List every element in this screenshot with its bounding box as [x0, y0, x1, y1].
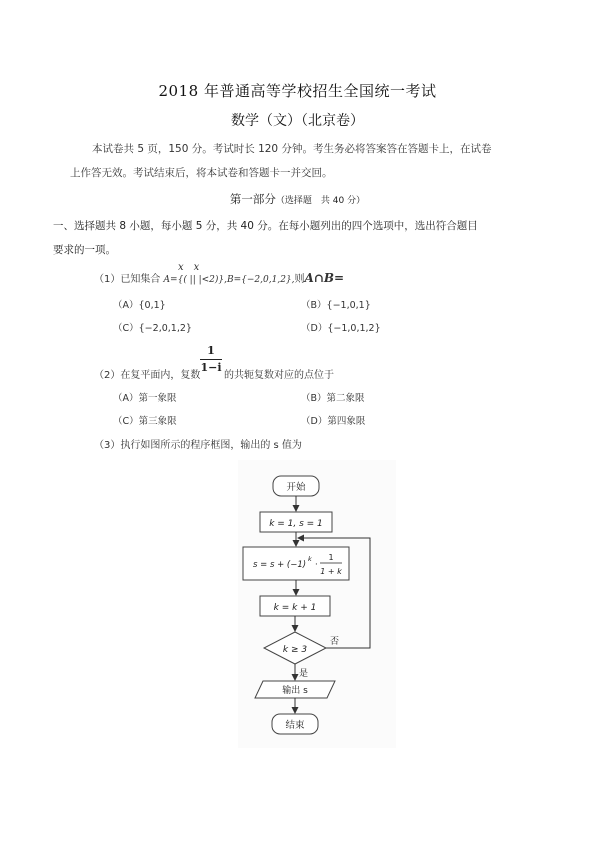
flowchart-start-label: 开始 — [286, 482, 306, 493]
q1-stem-prefix: （1）已知集合 — [94, 274, 164, 285]
flowchart-yes-label: 是 — [299, 669, 309, 679]
flowchart-decision-label: k ≥ 3 — [282, 645, 308, 655]
q2-stem-prefix: （2）在复平面内，复数 — [94, 370, 201, 381]
flowchart-increment-label: k = k + 1 — [273, 603, 317, 613]
part-subtitle: （选择题 共 40 分） — [275, 196, 366, 206]
q1-superscript: x x — [178, 262, 200, 273]
exam-title: 2018 年普通高等学校招生全国统一考试 — [158, 82, 437, 100]
q2-option-a: （A）第一象限 — [113, 393, 177, 404]
flowchart-update-s-label: s = s + (−1) — [253, 560, 307, 570]
q2-stem-suffix: 的共轭复数对应的点位于 — [224, 370, 334, 381]
q1-option-c: （C）{−2,0,1,2} — [113, 323, 192, 334]
instructions-line-1: 本试卷共 5 页，150 分。考试时长 120 分钟。考生务必将答案答在答题卡上，在试卷 — [92, 143, 492, 155]
flowchart-init-label: k = 1, s = 1 — [269, 519, 323, 529]
q1-set-expression: A∩B= — [304, 271, 345, 285]
flowchart-output-label: 输出 s — [282, 686, 308, 696]
section-intro-line-1: 一、选择题共 8 小题，每小题 5 分，共 40 分。在每小题列出的四个选项中，选出符合题目 — [53, 220, 478, 232]
question-3: （3）执行如图所示的程序框图，输出的 s 值为 — [94, 440, 302, 451]
q2-option-d: （D）第四象限 — [301, 416, 366, 427]
exam-subtitle: 数学（文）（北京卷） — [231, 113, 364, 129]
section-intro-line-2: 要求的一项。 — [53, 244, 116, 256]
q1-set-text: A={( || |<2)},B={−2,0,1,2}, — [163, 275, 295, 285]
q1-option-a: （A）{0,1} — [113, 300, 166, 311]
q2-option-c: （C）第三象限 — [113, 416, 177, 427]
q2-option-b: （B）第二象限 — [301, 393, 365, 404]
q2-fraction-denominator: 1−i — [200, 361, 222, 374]
q1-stem-then: 则 — [294, 274, 305, 285]
flowchart-end-label: 结束 — [285, 720, 305, 731]
instructions-line-2: 上作答无效。考试结束后，将本试卷和答题卡一并交回。 — [70, 167, 333, 179]
flowchart-no-label: 否 — [330, 637, 340, 647]
q2-fraction-numerator: 1 — [207, 344, 215, 357]
flowchart-frac-denominator: 1 + k — [320, 567, 342, 576]
q1-option-b: （B）{−1,0,1} — [301, 300, 371, 311]
part-title: 第一部分 — [229, 192, 276, 206]
flowchart-update-s-exponent: k — [308, 555, 312, 563]
flowchart-frac-numerator: 1 — [328, 553, 334, 562]
svg-text:·: · — [315, 560, 318, 570]
q1-option-d: （D）{−1,0,1,2} — [301, 323, 381, 334]
